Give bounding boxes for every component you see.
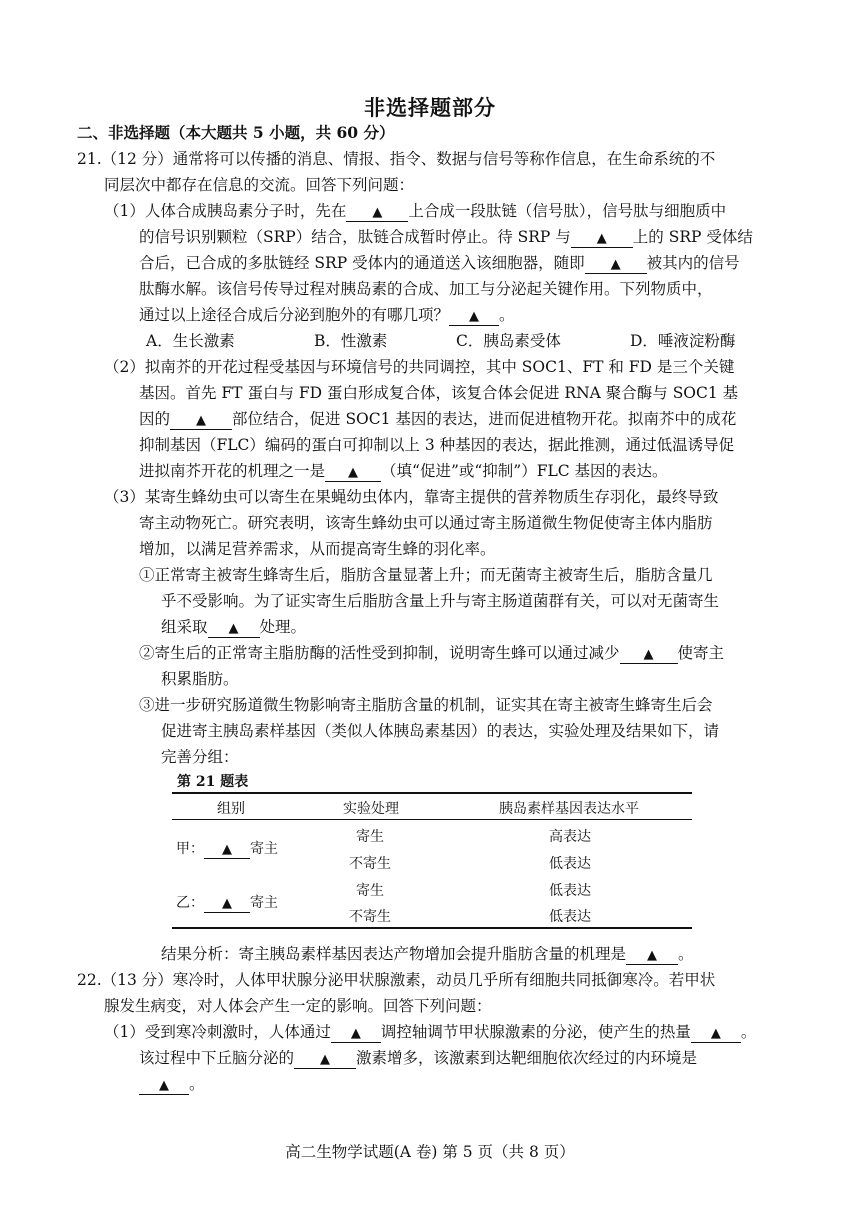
- q21-sub1-line-1: ①正常寄主被寄生蜂寄生后，脂肪含量显著上升；而无菌寄主被寄生后，脂肪含量几: [139, 566, 713, 584]
- table-cell-treatment: 不寄生: [349, 909, 391, 925]
- q21-part2-line-5: 进拟南芥开花的机理之一是 ▲ （填“促进”或“抑制”）FLC 基因的表达。: [139, 462, 668, 480]
- q22-part1-line-2: 该过程中下丘脑分泌的 ▲ 激素增多，该激素到达靶细胞依次经过的内环境是: [139, 1049, 698, 1067]
- q21-part3-line-2: 寄主动物死亡。研究表明，该寄生蜂幼虫可以通过寄主肠道微生物促使寄主体内脂肪: [139, 514, 713, 532]
- q21-sub2-line-2: 积累脂肪。: [161, 670, 239, 688]
- answer-blank[interactable]: ▲: [204, 896, 250, 913]
- answer-blank[interactable]: ▲: [294, 1052, 356, 1069]
- option-a: A．生长激素: [146, 332, 235, 350]
- q21-part1-line-5: 通过以上途径合成后分泌到胞外的有哪几项？ ▲ 。: [139, 306, 515, 324]
- answer-blank[interactable]: ▲: [325, 465, 381, 482]
- answer-blank[interactable]: ▲: [691, 1026, 741, 1043]
- table-header-rule: [172, 819, 692, 820]
- table-cell-level: 低表达: [549, 909, 591, 925]
- table-cell-level: 低表达: [549, 883, 591, 899]
- q22-intro-line-2: 腺发生病变，对人体会产生一定的影响。回答下列问题：: [104, 997, 492, 1015]
- q21-part3-line-3: 增加，以满足营养需求，从而提高寄生蜂的羽化率。: [139, 540, 496, 558]
- table-top-rule: [172, 792, 692, 794]
- answer-blank[interactable]: ▲: [449, 309, 499, 326]
- table-cell-level: 低表达: [549, 856, 591, 872]
- option-b: B．性激素: [314, 332, 388, 350]
- q21-intro-line-2: 同层次中都存在信息的交流。回答下列问题：: [104, 176, 415, 194]
- q22-part1-line-3: ▲ 。: [139, 1074, 205, 1095]
- q21-part2-line-1: （2）拟南芥的开花过程受基因与环境信号的共同调控，其中 SOC1、FT 和 FD 是三个关键: [104, 358, 735, 376]
- table-cell-treatment: 寄生: [356, 883, 384, 899]
- answer-blank[interactable]: ▲: [620, 647, 678, 664]
- table-cell-treatment: 寄生: [356, 829, 384, 845]
- table-bottom-rule: [172, 927, 692, 929]
- q21-part3-line-1: （3）某寄生蜂幼虫可以寄生在果蝇幼虫体内，靠寄主提供的营养物质生存羽化，最终导致: [104, 488, 719, 506]
- q21-part1-line-2: 的信号识别颗粒（SRP）结合，肽链合成暂时停止。待 SRP 与 ▲ 上的 SRP 受体结: [139, 228, 753, 246]
- answer-blank[interactable]: ▲: [170, 413, 232, 430]
- q22-intro-line-1: 22.（13 分）寒冷时，人体甲状腺分泌甲状腺激素，动员几乎所有细胞共同抵御寒冷。若甲状: [77, 971, 716, 989]
- q21-sub1-line-3: 组采取 ▲ 处理。: [161, 618, 307, 636]
- q21-intro-line-1: 21.（12 分）通常将可以传播的消息、情报、指令、数据与信号等称作信息，在生命系统的不: [77, 150, 716, 168]
- q21-analysis: 结果分析：寄主胰岛素样基因表达产物增加会提升脂肪含量的机理是 ▲ 。: [161, 945, 694, 963]
- answer-blank[interactable]: ▲: [626, 948, 678, 965]
- q21-part1-line-1: （1）人体合成胰岛素分子时，先在 ▲ 上合成一段肽链（信号肽），信号肽与细胞质中: [104, 202, 727, 220]
- q21-part2-line-2: 基因。首先 FT 蛋白与 FD 蛋白形成复合体，该复合体会促进 RNA 聚合酶与 SOC1 基: [139, 384, 739, 402]
- page-footer: 高二生物学试题(A 卷) 第 5 页（共 8 页）: [285, 1143, 575, 1161]
- answer-blank[interactable]: ▲: [331, 1026, 381, 1043]
- answer-blank[interactable]: ▲: [208, 621, 260, 638]
- q21-sub3-line-2: 促进寄主胰岛素样基因（类似人体胰岛素基因）的表达，实验处理及结果如下，请: [161, 722, 720, 740]
- answer-blank[interactable]: ▲: [204, 842, 250, 859]
- q21-sub1-line-2: 乎不受影响。为了证实寄生后脂肪含量上升与寄主肠道菌群有关，可以对无菌寄生: [161, 592, 720, 610]
- q21-sub3-line-3: 完善分组：: [161, 748, 239, 766]
- table-header-treatment: 实验处理: [343, 801, 399, 817]
- q21-sub2-line-1: ②寄生后的正常寄主脂肪酶的活性受到抑制，说明寄生蜂可以通过减少 ▲ 使寄主: [139, 644, 725, 662]
- q21-part2-line-4: 抑制基因（FLC）编码的蛋白可抑制以上 3 种基因的表达，据此推测，通过低温诱导促: [139, 436, 735, 454]
- option-c: C．胰岛素受体: [456, 332, 561, 350]
- answer-blank[interactable]: ▲: [571, 231, 633, 248]
- data-table: [172, 790, 692, 930]
- section-heading: 非选择题部分: [364, 96, 496, 120]
- q21-part2-line-3: 因的 ▲ 部位结合，促进 SOC1 基因的表达，进而促进植物开花。拟南芥中的成花: [139, 410, 737, 428]
- table-header-expression: 胰岛素样基因表达水平: [499, 801, 639, 817]
- table-group-jia: 甲： ▲ 寄主: [176, 841, 278, 857]
- table-header-group: 组别: [217, 801, 245, 817]
- q21-sub3-line-1: ③进一步研究肠道微生物影响寄主脂肪含量的机制，证实其在寄主被寄生蜂寄生后会: [139, 696, 713, 714]
- answer-blank[interactable]: ▲: [139, 1078, 189, 1095]
- q21-part1-line-4: 肽酶水解。该信号传导过程对胰岛素的合成、加工与分泌起关键作用。下列物质中，: [139, 280, 713, 298]
- table-cell-level: 高表达: [549, 829, 591, 845]
- answer-blank[interactable]: ▲: [346, 205, 408, 222]
- answer-blank[interactable]: ▲: [585, 257, 647, 274]
- q21-part1-line-3: 合后，已合成的多肽链经 SRP 受体内的通道送入该细胞器，随即 ▲ 被其内的信号: [139, 254, 740, 272]
- section-instruction: 二、非选择题（本大题共 5 小题，共 60 分）: [77, 123, 395, 142]
- q22-part1-line-1: （1）受到寒冷刺激时，人体通过 ▲ 调控轴调节甲状腺激素的分泌，使产生的热量 ▲ 。: [104, 1023, 757, 1041]
- table-cell-treatment: 不寄生: [349, 856, 391, 872]
- table-group-yi: 乙： ▲ 寄主: [176, 895, 278, 911]
- option-d: D．唾液淀粉酶: [630, 332, 736, 350]
- table-caption: 第 21 题表: [177, 774, 249, 790]
